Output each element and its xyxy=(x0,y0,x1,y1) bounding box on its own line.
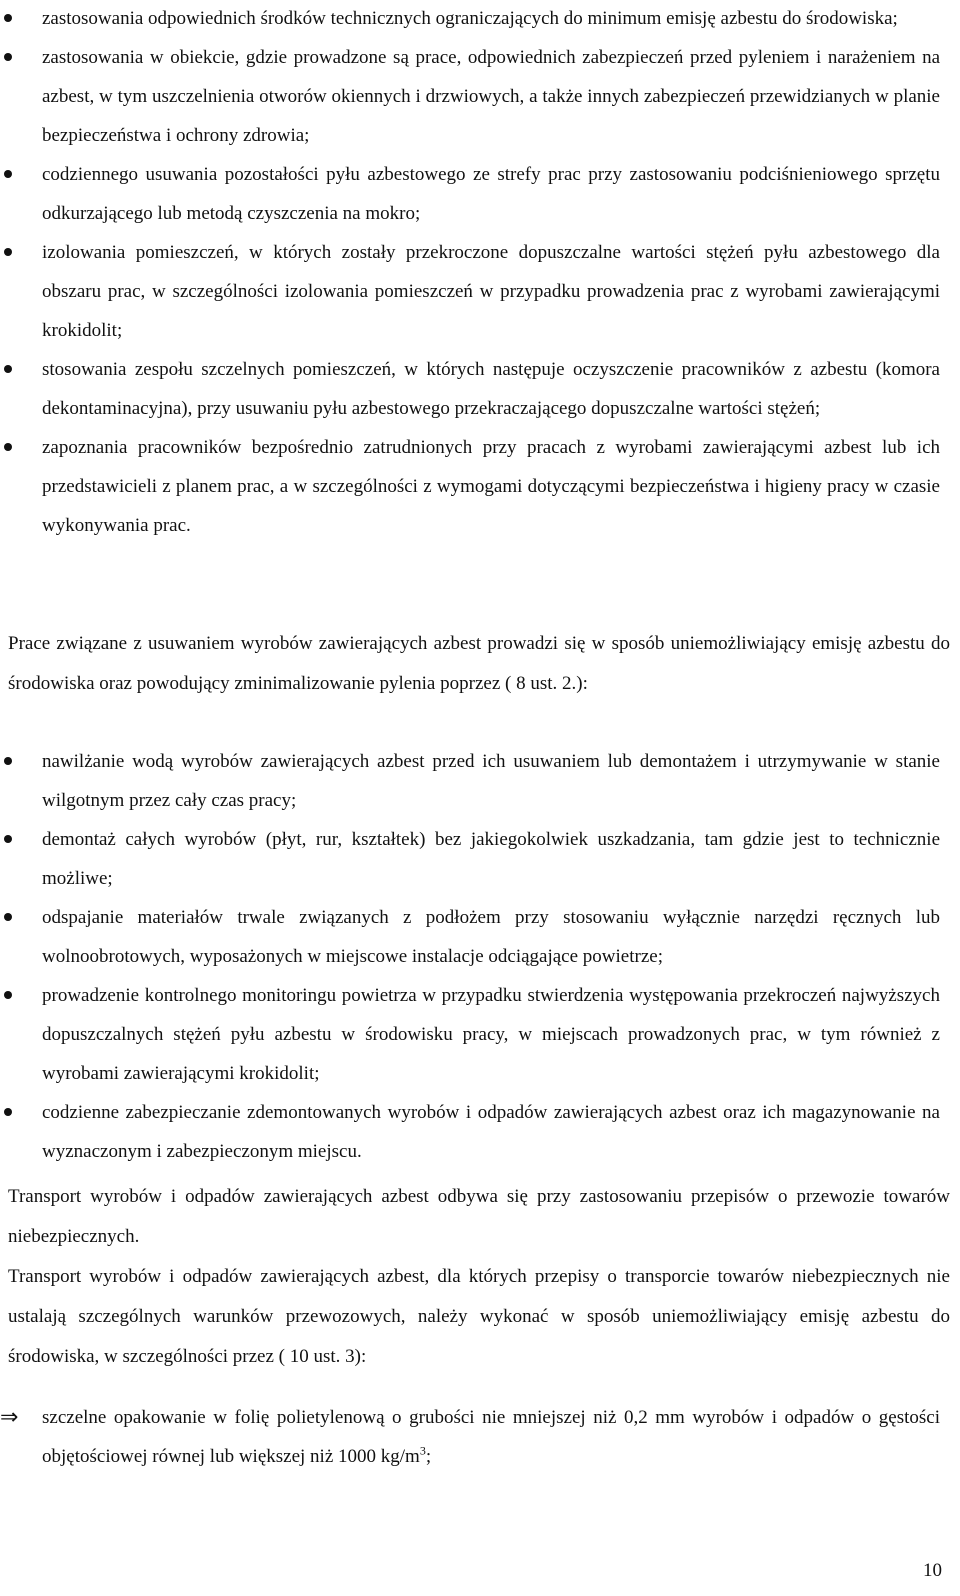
double-arrow-right-icon: ⇒ xyxy=(0,1405,19,1430)
bullet-icon xyxy=(4,14,12,22)
requirements-list xyxy=(0,0,950,545)
superscript: 3 xyxy=(419,1443,426,1458)
list-item: prowadzenie kontrolnego monitoringu powietrza w przypadku stwierdzenia występowania przekroczeń najwyższych dopuszczalnych stężeń pyłu azbestu w środowisku pracy, w miejscach prowadzonych prac, w tym również z wyrobami zawierającymi krokidolit; xyxy=(0,976,950,1093)
arrow-list-item xyxy=(0,1398,950,1476)
bullet-icon xyxy=(4,170,12,178)
bullet-icon xyxy=(4,991,12,999)
list-item: zastosowania w obiekcie, gdzie prowadzone są prace, odpowiednich zabezpieczeń przed pyleniem i narażeniem na azbest, w tym uszczelnienia otworów okiennych i drzwiowych, a także innych zabezpieczeń przewidzianych w planie bezpieczeństwa i ochrony zdrowia; xyxy=(0,38,950,155)
bullet-icon xyxy=(4,365,12,373)
list-item: nawilżanie wodą wyrobów zawierających azbest przed ich usuwaniem lub demontażem i utrzymywanie w stanie wilgotnym przez cały czas pracy; xyxy=(0,742,950,820)
list-item: odspajanie materiałów trwale związanych z podłożem przy stosowaniu wyłącznie narzędzi ręcznych lub wolnoobrotowych, wyposażonych w miejscowe instalacje odciągające powietrze; xyxy=(0,898,950,976)
list-item: zastosowania odpowiednich środków technicznych ograniczających do minimum emisję azbestu do środowiska; xyxy=(0,0,950,38)
bullet-icon xyxy=(4,248,12,256)
paragraph-transport: Transport wyrobów i odpadów zawierających azbest odbywa się przy zastosowaniu przepisów o przewozie towarów niebezpiecznych. xyxy=(8,1186,950,1247)
page-number: 10 xyxy=(923,1560,942,1581)
list-item: codzienne zabezpieczanie zdemontowanych wyrobów i odpadów zawierających azbest oraz ich magazynowanie na wyznaczonym i zabezpieczonym miejscu. xyxy=(0,1093,950,1171)
paragraph-transport-conditions: Transport wyrobów i odpadów zawierających azbest, dla których przepisy o transporcie towarów niebezpiecznych nie ustalają szczególnych warunków przewozowych, należy wykonać w sposób uniemożliwiający emisję azbestu do środowiska, w szczególności przez ( 10 ust. 3): xyxy=(8,1266,950,1367)
methods-list xyxy=(0,742,950,1171)
list-item: zapoznania pracowników bezpośrednio zatrudnionych przy pracach z wyrobami zawierającymi azbest lub ich przedstawicieli z planem prac, a w szczególności z wymogami dotyczącymi bezpieczeństwa i higieny pracy w czasie wykonywania prac. xyxy=(0,428,950,545)
bullet-icon xyxy=(4,835,12,843)
bullet-icon xyxy=(4,443,12,451)
arrow-item-suffix: ; xyxy=(425,1446,432,1467)
list-item: codziennego usuwania pozostałości pyłu azbestowego ze strefy prac przy zastosowaniu podciśnieniowego sprzętu odkurzającego lub metodą czyszczenia na mokro; xyxy=(0,155,950,233)
bullet-icon xyxy=(4,913,12,921)
list-item: demontaż całych wyrobów (płyt, rur, kształtek) bez jakiegokolwiek uszkadzania, tam gdzie jest to technicznie możliwe; xyxy=(0,820,950,898)
arrow-item-text: szczelne opakowanie w folię polietylenową o grubości nie mniejszej niż 0,2 mm wyrobów i odpadów o gęstości objętościowej równej lub większej niż 1000 kg/m xyxy=(42,1407,940,1467)
bullet-icon xyxy=(4,757,12,765)
list-item: stosowania zespołu szczelnych pomieszczeń, w których następuje oczyszczenie pracowników z azbestu (komora dekontaminacyjna), przy usuwaniu pyłu azbestowego przekraczającego dopuszczalne wartości stężeń; xyxy=(0,350,950,428)
bullet-icon xyxy=(4,53,12,61)
paragraph-work-methods: Prace związane z usuwaniem wyrobów zawierających azbest prowadzi się w sposób uniemożliwiający emisję azbestu do środowiska oraz powodujący zminimalizowanie pylenia poprzez ( 8 ust. 2.): xyxy=(8,633,950,694)
bullet-icon xyxy=(4,1108,12,1116)
list-item: izolowania pomieszczeń, w których zostały przekroczone dopuszczalne wartości stężeń pyłu azbestowego dla obszaru prac, w szczególności izolowania pomieszczeń w przypadku prowadzenia prac z wyrobami zawierającymi krokidolit; xyxy=(0,233,950,350)
